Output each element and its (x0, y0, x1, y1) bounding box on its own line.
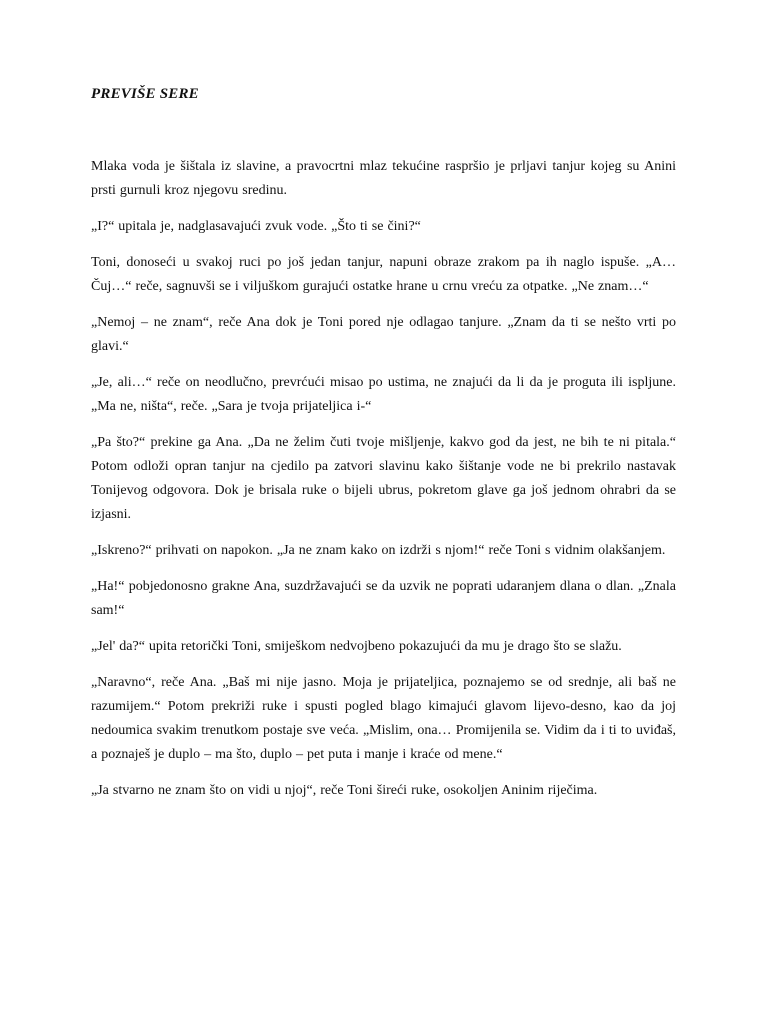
document-title: PREVIŠE SERE (91, 86, 199, 102)
paragraph: „Je, ali…“ reče on neodlučno, prevrćući misao po ustima, ne znajući da li da je proguta ili ispljune. „Ma ne, ništa“, reče. „Sara je tvoja prijateljica i-“ (91, 375, 676, 414)
paragraph: „I?“ upitala je, nadglasavajući zvuk vode. „Što ti se čini?“ (91, 219, 421, 234)
paragraph: „Nemoj – ne znam“, reče Ana dok je Toni pored nje odlagao tanjure. „Znam da ti se nešto vrti po glavi.“ (91, 315, 676, 354)
paragraph: „Jel' da?“ upita retorički Toni, smiješkom nedvojbeno pokazujući da mu je drago što se slažu. (91, 639, 622, 654)
paragraph: „Ja stvarno ne znam što on vidi u njoj“, reče Toni šireći ruke, osokoljen Aninim riječima. (91, 783, 598, 798)
document-body (91, 155, 676, 803)
paragraph: „Iskreno?“ prihvati on napokon. „Ja ne znam kako on izdrži s njom!“ reče Toni s vidnim olakšanjem. (91, 543, 666, 558)
paragraph: Toni, donoseći u svakoj ruci po još jedan tanjur, napuni obraze zrakom pa ih naglo ispuše. „A… Čuj…“ reče, sagnuvši se i viljuškom gurajući ostatke hrane u crnu vreću za otpatke. „Ne znam…“ (91, 255, 676, 294)
paragraph: Mlaka voda je šištala iz slavine, a pravocrtni mlaz tekućine raspršio je prljavi tanjur kojeg su Anini prsti gurnuli kroz njegovu sredinu. (91, 159, 676, 198)
paragraph: „Pa što?“ prekine ga Ana. „Da ne želim čuti tvoje mišljenje, kakvo god da jest, ne bih te ni pitala.“ Potom odloži opran tanjur na cjedilo pa zatvori slavinu kako šištanje vode ne bi prekrilo nastavak Tonijevog odgovora. Dok je brisala ruke o bijeli ubrus, pokretom glave ga još jednom ohrabri da se izjasni. (91, 435, 676, 522)
paragraph: „Ha!“ pobjedonosno grakne Ana, suzdržavajući se da uzvik ne poprati udaranjem dlana o dlan. „Znala sam!“ (91, 579, 676, 618)
paragraph: „Naravno“, reče Ana. „Baš mi nije jasno. Moja je prijateljica, poznajemo se od srednje, ali baš ne razumijem.“ Potom prekriži ruke i spusti pogled blago kimajući glavom lijevo-desno, kao da joj nedoumica svakim trenutkom postaje sve veća. „Mislim, ona… Promijenila se. Vidim da i ti to uviđaš, a poznaješ je duplo – ma što, duplo – pet puta i manje i kraće od mene.“ (91, 675, 676, 762)
